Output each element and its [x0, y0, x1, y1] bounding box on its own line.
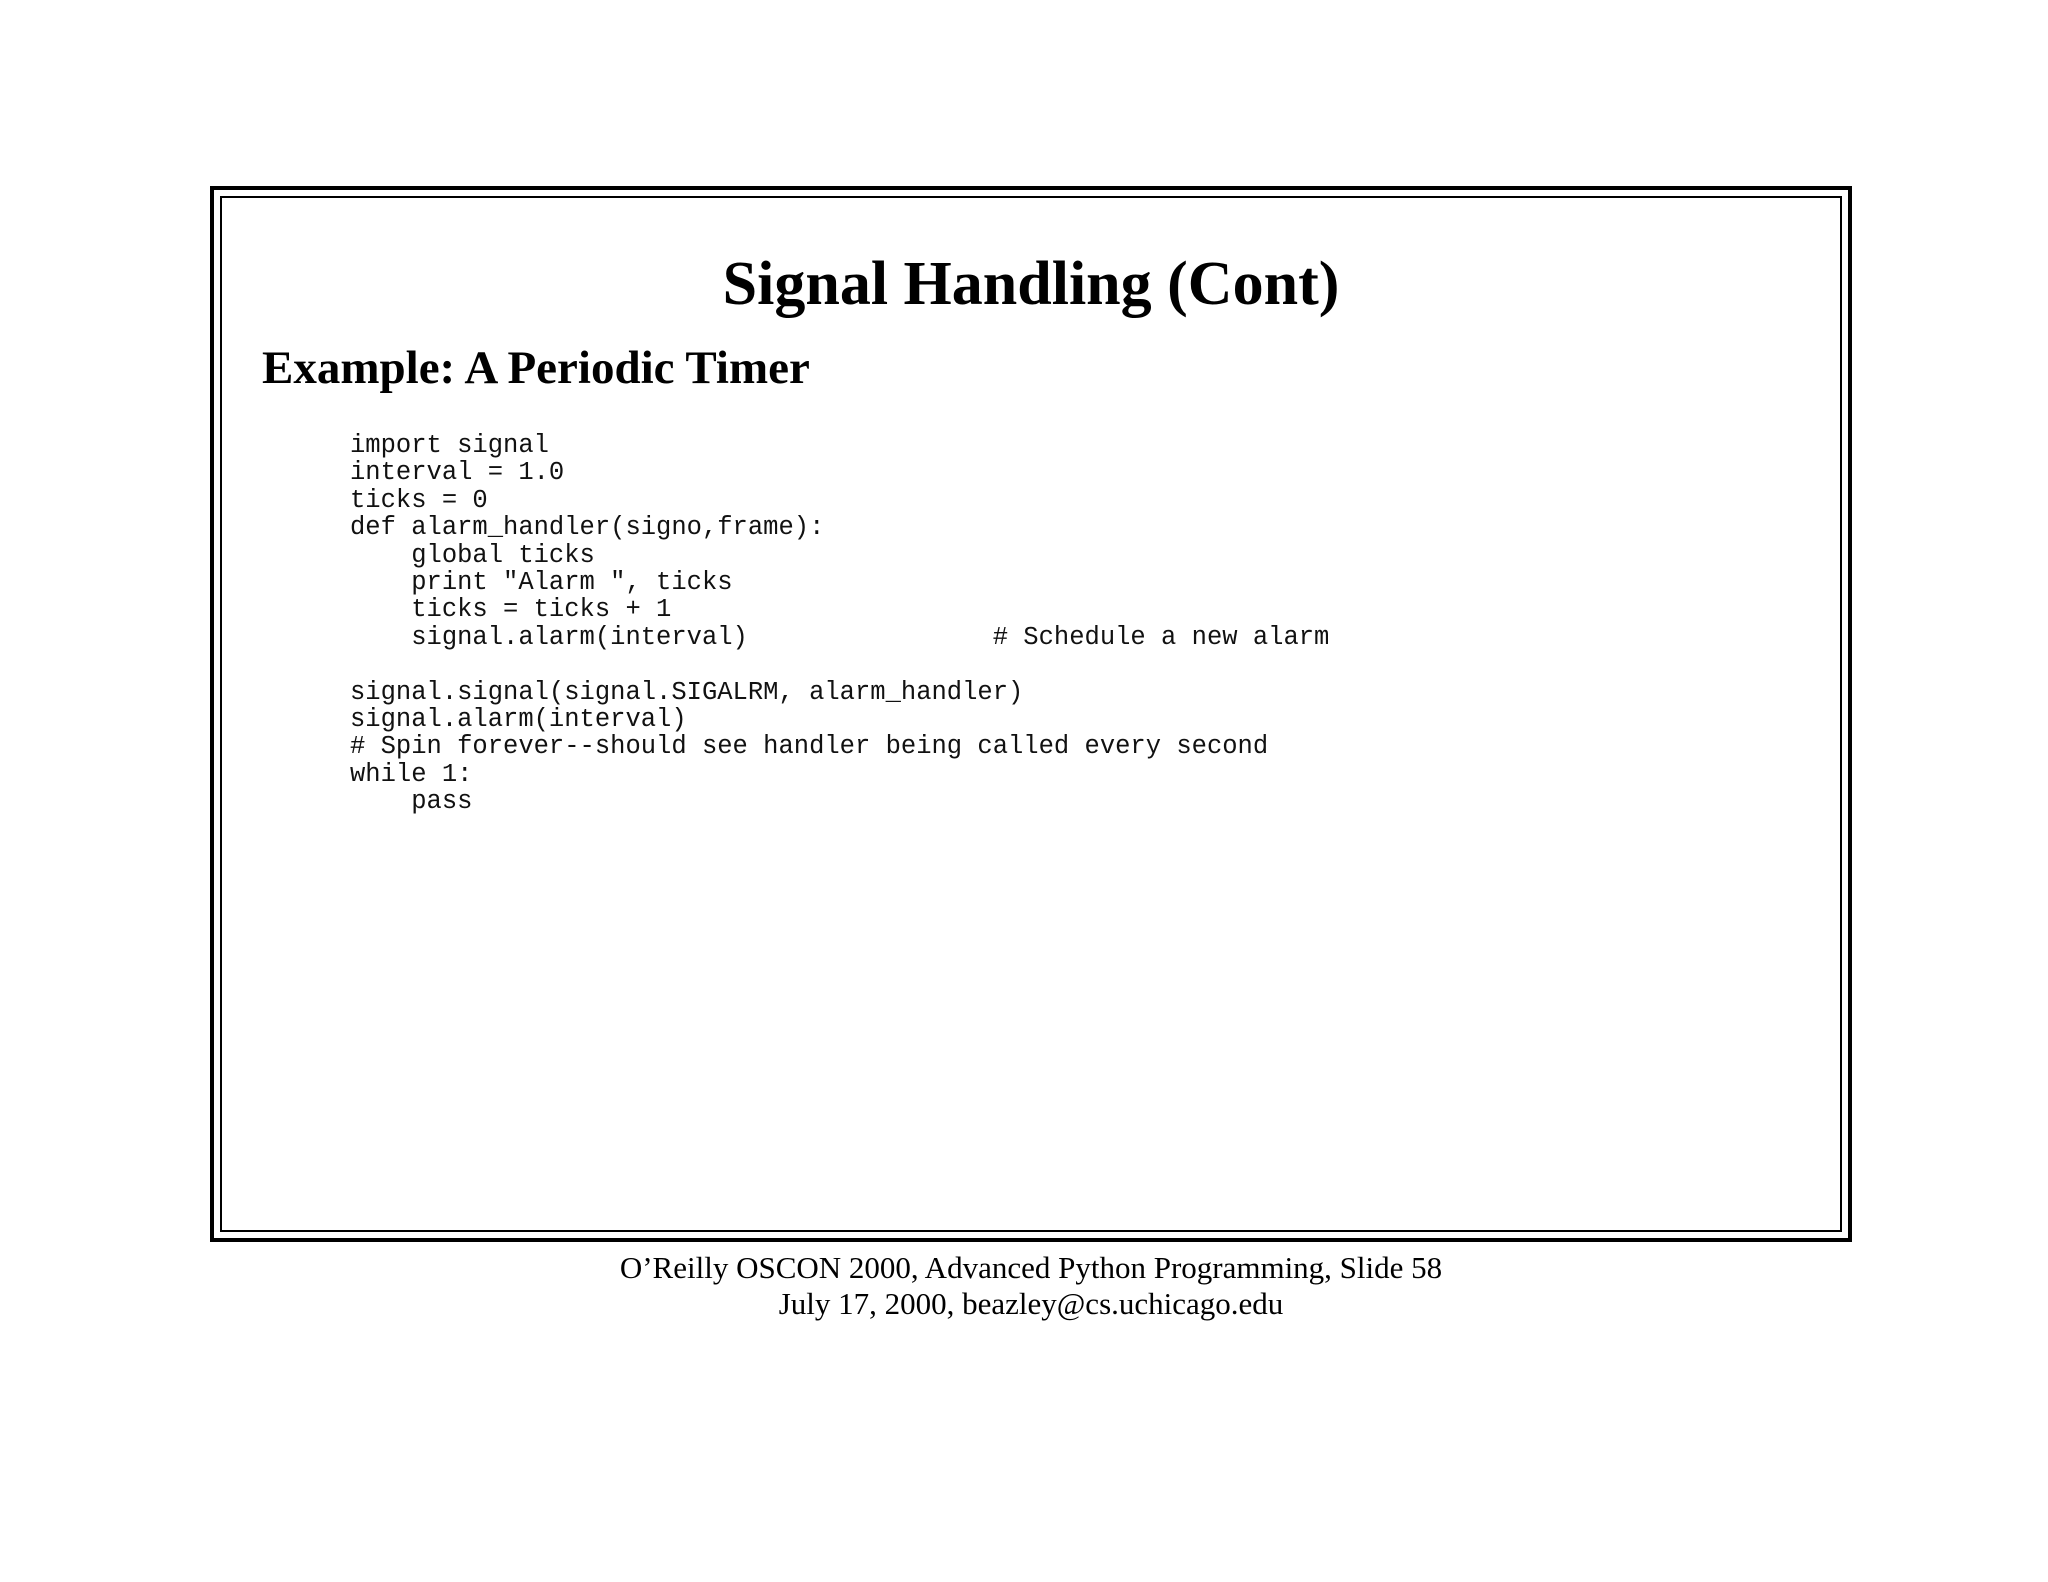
slide-title: Signal Handling (Cont): [722, 250, 1340, 318]
slide-subtitle: Example: A Periodic Timer: [262, 342, 810, 394]
slide-frame: [210, 186, 1852, 1242]
slide-inner-border: [220, 196, 1842, 1232]
code-line: while 1:: [350, 759, 473, 789]
footer-date-email-line: July 17, 2000, beazley@cs.uchicago.edu: [778, 1286, 1284, 1321]
code-line: print "Alarm ", ticks: [350, 567, 733, 597]
code-line: import signal: [350, 431, 549, 460]
code-line: pass: [350, 787, 473, 817]
footer-conference-line: O’Reilly OSCON 2000, Advanced Python Programming, Slide 58: [619, 1250, 1443, 1285]
code-line: def alarm_handler(signo,frame):: [350, 513, 825, 543]
code-line-blank: [350, 651, 1329, 678]
code-line: interval = 1.0: [350, 458, 565, 488]
code-line: # Spin forever--should see handler being called every second: [350, 732, 1269, 762]
code-line: signal.alarm(interval) # Schedule a new alarm: [350, 622, 1330, 652]
code-line: signal.alarm(interval): [350, 704, 687, 734]
slide-footer: [210, 1250, 1852, 1322]
code-line: ticks = ticks + 1: [350, 595, 672, 625]
code-block: [350, 432, 1329, 815]
code-line: signal.signal(signal.SIGALRM, alarm_handler): [350, 677, 1024, 707]
code-line: ticks = 0: [350, 485, 488, 515]
code-line: global ticks: [350, 540, 595, 570]
